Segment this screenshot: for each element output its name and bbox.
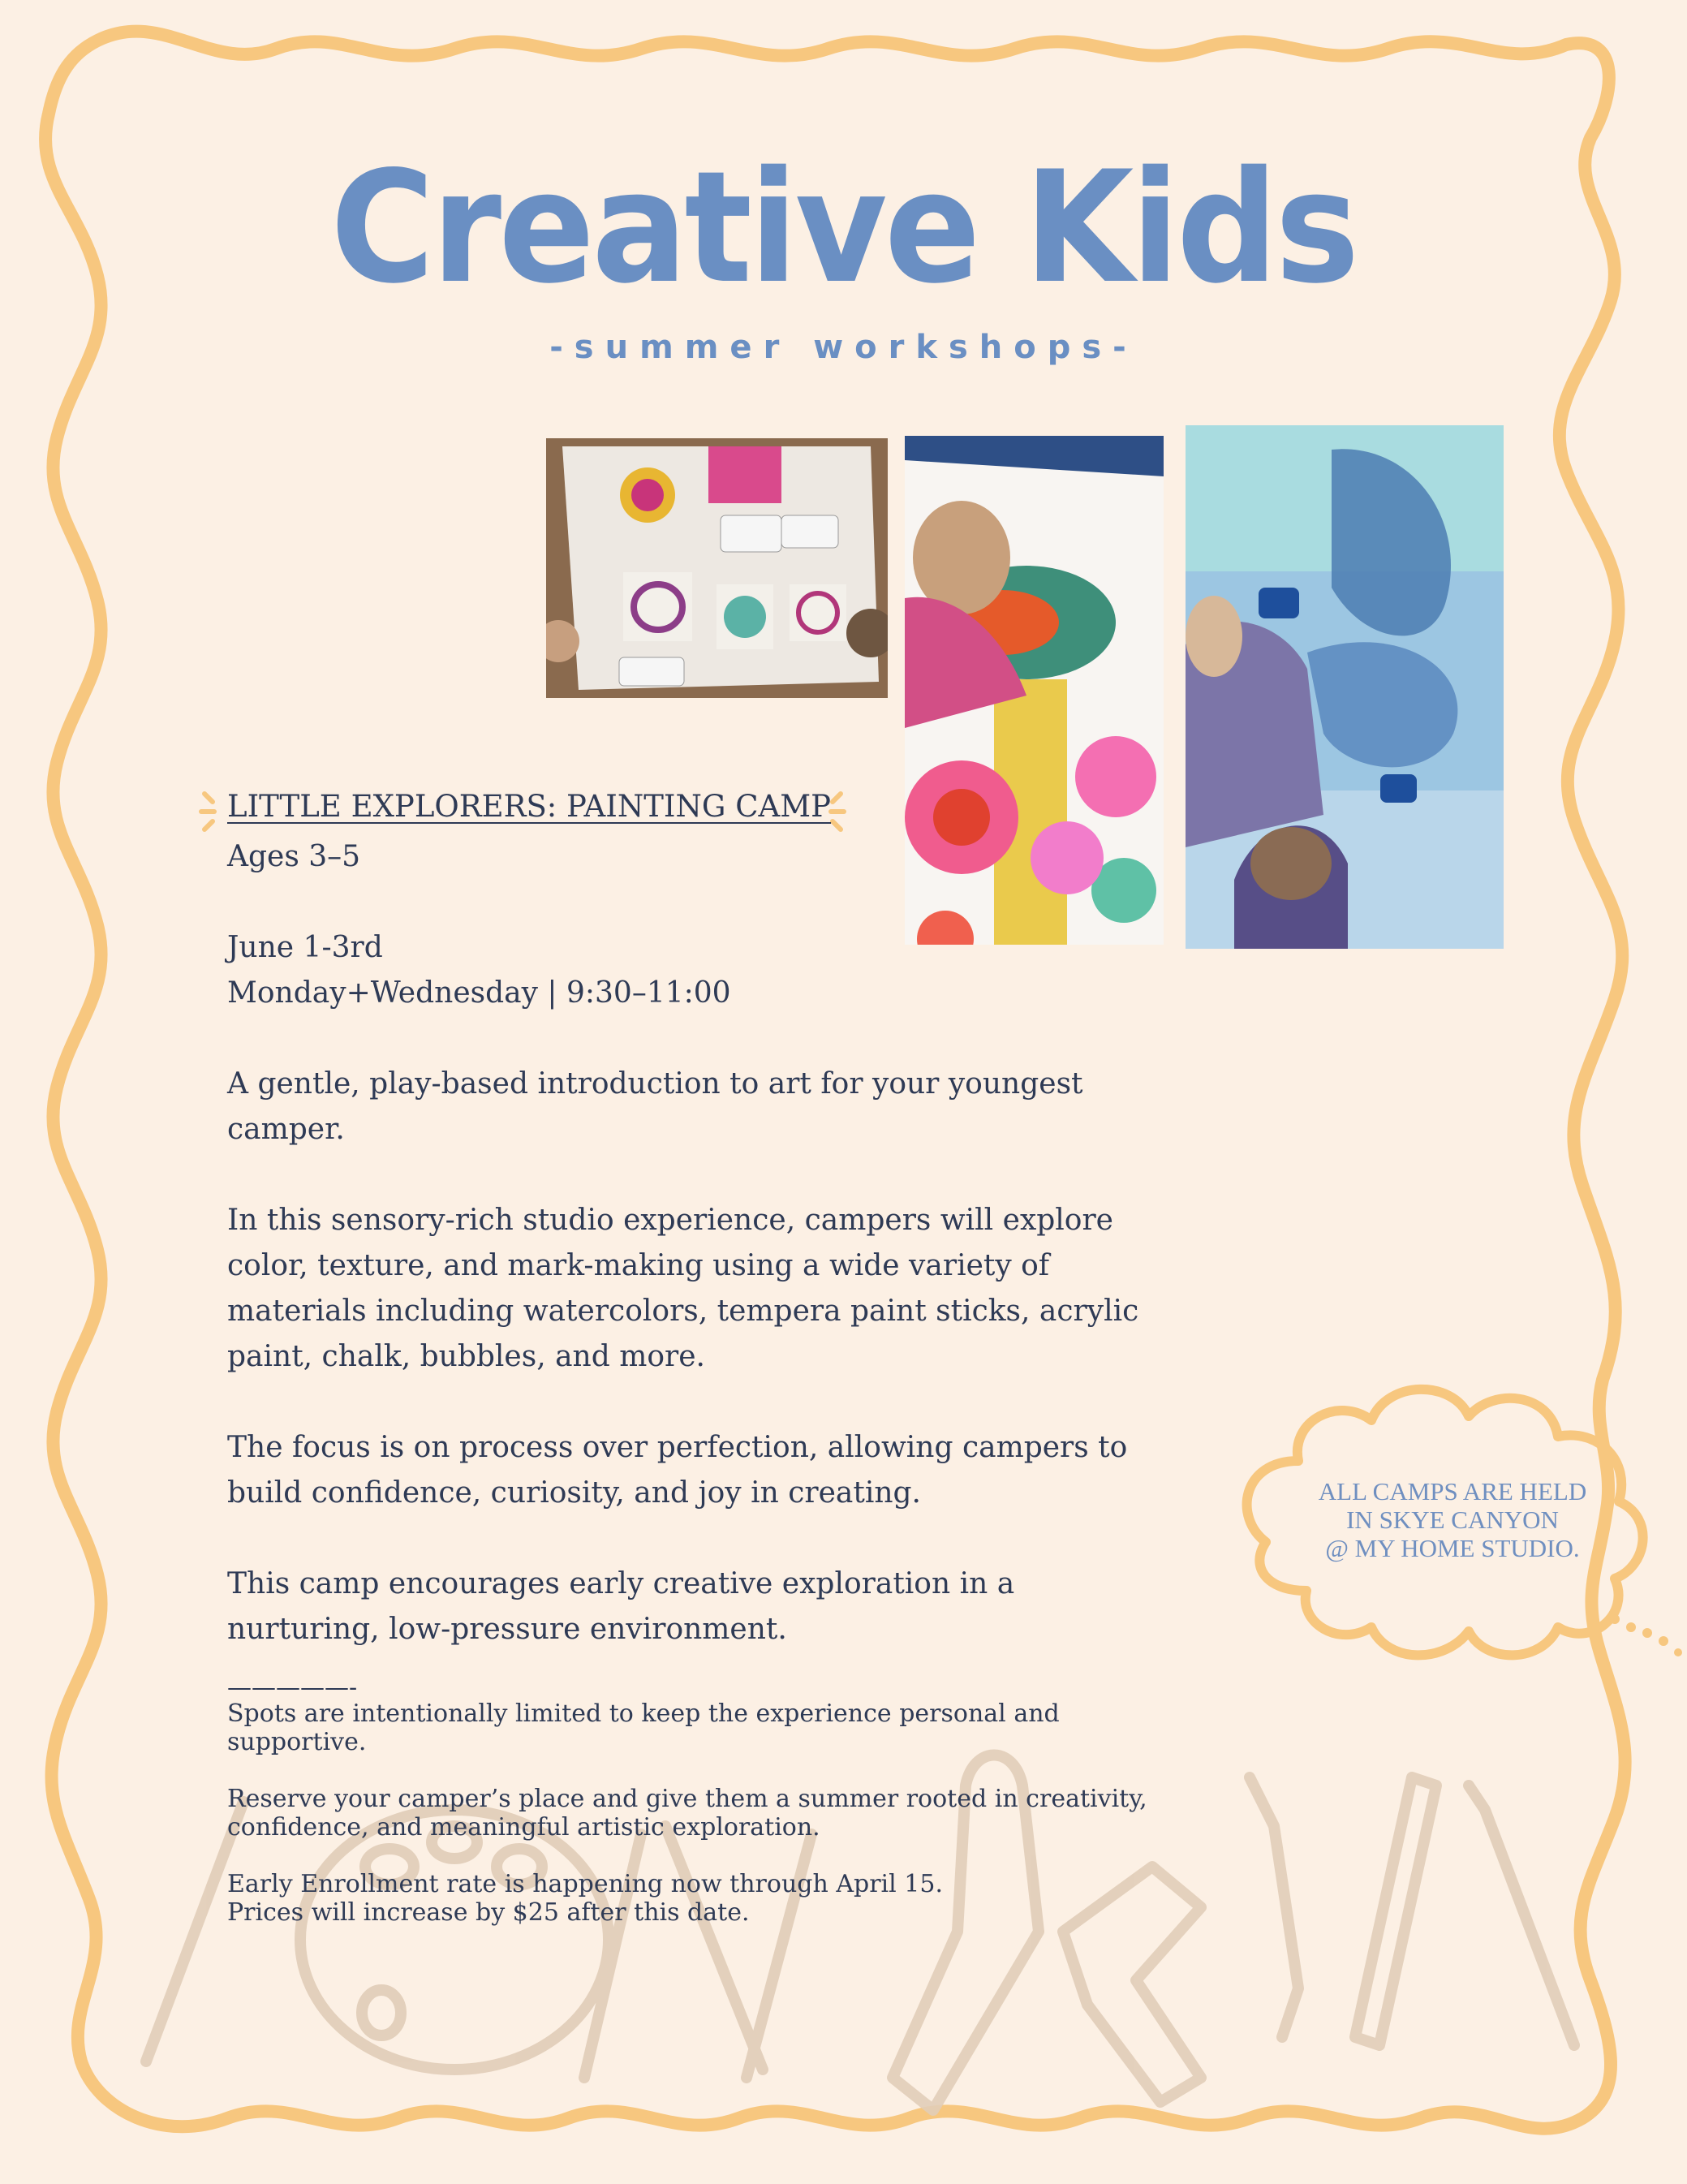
text-line: In this sensory-rich studio experience, campers will explore bbox=[227, 1204, 1113, 1237]
text-line: Early Enrollment rate is happening now through April 15. bbox=[227, 1870, 943, 1898]
text-line: nurturing, low-pressure environment. bbox=[227, 1613, 787, 1646]
text-line: Spots are intentionally limited to keep the experience personal and bbox=[227, 1699, 1060, 1728]
text-line: paint, chalk, bubbles, and more. bbox=[227, 1340, 705, 1373]
text-line: camper. bbox=[227, 1113, 345, 1146]
camp-dates: June 1-3rd bbox=[227, 931, 383, 964]
text-line: This camp encourages early creative exploration in a bbox=[227, 1567, 1015, 1600]
text-line: confidence, and meaningful artistic exploration. bbox=[227, 1813, 820, 1842]
photo-wall-painting bbox=[1186, 425, 1504, 949]
camp-ages: Ages 3–5 bbox=[227, 840, 361, 873]
reserve-note bbox=[227, 1785, 1160, 1842]
text-line: materials including watercolors, tempera paint sticks, acrylic bbox=[227, 1294, 1139, 1328]
camp-materials-paragraph bbox=[227, 1198, 1201, 1380]
text-line: IN SKYE CANYON bbox=[1346, 1506, 1559, 1534]
photo-watercolor-table bbox=[546, 438, 888, 698]
text-line: Prices will increase by $25 after this date. bbox=[227, 1898, 750, 1927]
camp-focus-paragraph bbox=[227, 1425, 1201, 1516]
page-title: Creative Kids bbox=[330, 138, 1357, 317]
text-line: color, texture, and mark-making using a wide variety of bbox=[227, 1249, 1050, 1282]
text-line: The focus is on process over perfection, allowing campers to bbox=[227, 1431, 1128, 1464]
page-subtitle: -summer workshops- bbox=[549, 329, 1138, 366]
camp-environment-paragraph bbox=[227, 1562, 1201, 1652]
text-line: ALL CAMPS ARE HELD bbox=[1318, 1477, 1587, 1506]
text-line: supportive. bbox=[227, 1728, 367, 1756]
text-line: @ MY HOME STUDIO. bbox=[1325, 1534, 1580, 1562]
text-line: Reserve your camper’s place and give them a summer rooted in creativity, bbox=[227, 1785, 1147, 1813]
camp-schedule: Monday+Wednesday | 9:30–11:00 bbox=[227, 976, 731, 1010]
camp-intro-paragraph bbox=[227, 1062, 1201, 1152]
limited-spots-note bbox=[227, 1699, 1160, 1756]
camp-details bbox=[227, 834, 1201, 1698]
text-line: A gentle, play-based introduction to art for your youngest bbox=[227, 1067, 1083, 1101]
text-line: build confidence, curiosity, and joy in creating. bbox=[227, 1476, 921, 1510]
footer-notes: —————- Spots are intentionally limited to keep the experience personal and supportive. Reserve your camper’s place and give them a summer rooted in creativity, confidence, and meaningful artistic exploration. Early Enrollment rate is happening now through April 15. Prices will increase by $25 after this date. bbox=[227, 1696, 1160, 1955]
camp-title: LITTLE EXPLORERS: PAINTING CAMP bbox=[227, 789, 832, 824]
early-enrollment-note bbox=[227, 1870, 1160, 1927]
location-cloud-text bbox=[1290, 1477, 1615, 1562]
